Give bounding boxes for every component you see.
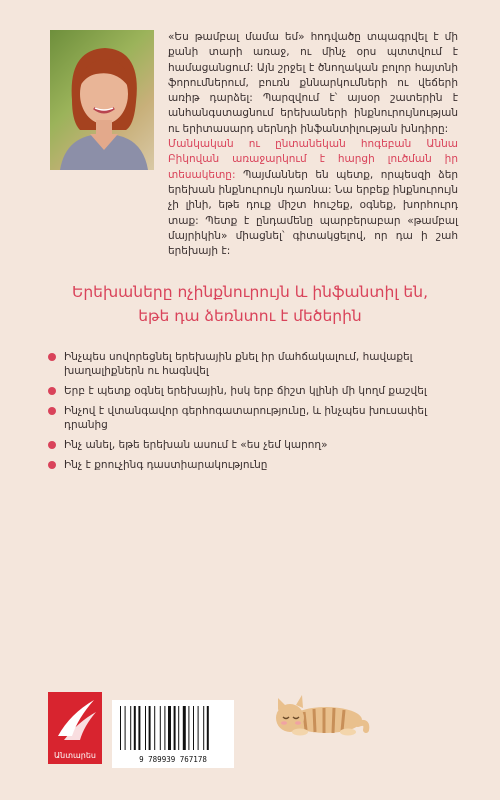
barcode-bar: [120, 706, 121, 750]
isbn-number: 9 789939 767178: [139, 755, 207, 764]
headline-line-2: եթե դա ձեռնտու է մեծերին: [138, 307, 362, 325]
intro-rest-text: Պայմաններ են պետք, որպեսզի ձեր երեխան ինքնուրույն դառնա: Նա երբեք ինքնուրույն չի լինի, եթե դուք միշտ հուշեք, օգնեք, խորհուրդ տաք: Պետք է ընդամենը պարբերաբար «թամբալ մայրիկին» միացնել՝ գիտակցելով, որ դա ի շահ երեխայի է:: [168, 168, 458, 258]
list-item: Ինչով է վտանգավոր գերհոգատարությունը, և ինչպես խուսափել դրանից: [48, 404, 468, 432]
bullet-dot-icon: [48, 461, 56, 469]
barcode-bar: [198, 706, 199, 750]
barcode-bar: [154, 706, 155, 750]
bullet-dot-icon: [48, 441, 56, 449]
barcode-bar: [160, 706, 161, 750]
bullet-dot-icon: [48, 407, 56, 415]
list-item: Երբ է պետք օգնել երեխային, իսկ երբ ճիշտ կլինի մի կողմ քաշվել: [48, 384, 468, 398]
barcode-bar: [138, 706, 140, 750]
barcode-bar: [125, 706, 126, 750]
author-portrait-illustration: [50, 30, 154, 170]
headline: [40, 280, 460, 328]
barcode-bar: [149, 706, 151, 750]
bullet-list: [48, 350, 468, 478]
list-item: Ինչ է քոուչինգ դաստիարակությունը: [48, 458, 468, 472]
barcode-bar: [207, 706, 209, 750]
bullet-dot-icon: [48, 353, 56, 361]
publisher-swoosh-icon: [48, 692, 102, 748]
barcode-bar: [188, 706, 189, 750]
barcode-bar: [130, 706, 131, 750]
barcode-bar: [183, 706, 186, 750]
list-item: Ինչ անել, եթե երեխան ասում է «ես չեմ կարող»: [48, 438, 468, 452]
sleeping-cat-icon: [270, 690, 370, 738]
barcode-bars: [118, 706, 228, 750]
cat-illustration: [270, 690, 370, 742]
intro-lead-highlight: Մանկական ու ընտանեկան հոգեբան Աննա Բիկովան առաջարկում է հարցի լուծման իր տեսակետը:: [168, 138, 458, 181]
barcode-bar: [178, 706, 179, 750]
intro-paragraph: «Ես թամբալ մամա եմ» հոդվածը տպագրվել է մի քանի տարի առաջ, ու մինչ օրս պտտվում է համացանցում: Այն շրջել է ծնողական բոլոր հայտնի ֆորումներում, բուռն քննարկումների ու վեճերի առիթ դարձել: Պարզվում է՝ այսօր շատերին է անհանգստացնում երեխաների ինքնուրույնության ու երիտասարդ սերնդի ինֆանտիլության խնդիրը:: [168, 31, 458, 135]
publisher-logo: [48, 692, 102, 764]
bullet-dot-icon: [48, 387, 56, 395]
barcode: [112, 700, 234, 768]
barcode-bar: [145, 706, 146, 750]
barcode-bar: [168, 706, 171, 750]
intro-text: [168, 30, 458, 259]
list-item: Ինչպես սովորեցնել երեխային քնել իր մահճակալում, հավաքել խաղալիքներն ու հագնվել: [48, 350, 468, 378]
barcode-bar: [164, 706, 165, 750]
headline-line-1: Երեխաները ոչինքնուրույն և ինֆանտիլ են,: [71, 283, 428, 301]
barcode-bar: [134, 706, 136, 750]
barcode-bar: [193, 706, 194, 750]
author-photo: [50, 30, 154, 170]
barcode-bar: [203, 706, 204, 750]
publisher-name: Անտարես: [54, 751, 96, 760]
barcode-bar: [174, 706, 176, 750]
